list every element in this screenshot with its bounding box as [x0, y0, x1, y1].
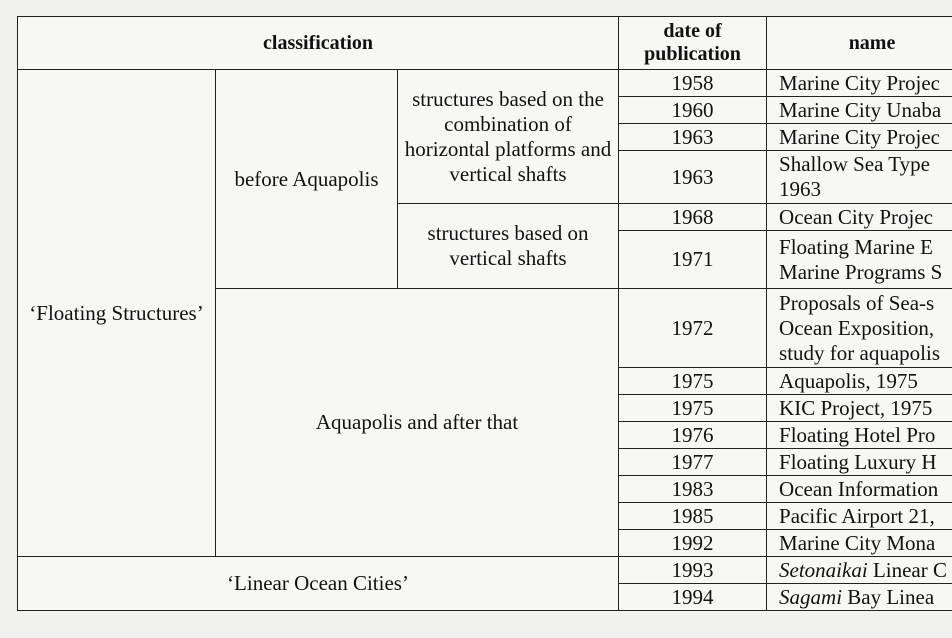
name-cell	[767, 422, 952, 449]
year-cell: 1985	[619, 503, 767, 530]
name-cell	[767, 530, 952, 557]
name-line: Marine City Mona	[779, 530, 936, 555]
name-line: 1963	[779, 177, 822, 201]
name-rest: Linear C	[867, 557, 947, 582]
name-line: KIC Project, 1975	[779, 395, 933, 420]
group-before-aquapolis: before Aquapolis	[216, 70, 398, 289]
year-cell: 1976	[619, 422, 767, 449]
name-cell	[767, 124, 952, 151]
year-cell: 1963	[619, 151, 767, 204]
name-line: Floating Luxury H	[779, 449, 937, 474]
name-line: Marine City Projec	[779, 70, 940, 95]
year-cell: 1993	[619, 557, 767, 584]
name-line: Marine Programs S	[779, 259, 943, 284]
year-cell: 1963	[619, 124, 767, 151]
name-cell	[767, 584, 952, 611]
name-cell	[767, 97, 952, 124]
name-cell	[767, 449, 952, 476]
name-line: Ocean Exposition,	[779, 315, 935, 340]
name-line: Floating Marine E	[779, 234, 934, 259]
year-cell: 1971	[619, 231, 767, 289]
year-cell: 1960	[619, 97, 767, 124]
name-line: Marine City Unaba	[779, 97, 942, 122]
name-cell	[767, 395, 952, 422]
name-line: Marine City Projec	[779, 124, 940, 149]
name-cell	[767, 476, 952, 503]
table-row	[18, 557, 952, 584]
year-cell: 1977	[619, 449, 767, 476]
name-line: Floating Hotel Pro	[779, 422, 936, 447]
year-cell: 1972	[619, 289, 767, 368]
name-line: Pacific Airport 21,	[779, 503, 935, 528]
header-date-of-publication: date of publication	[619, 17, 767, 70]
year-cell: 1968	[619, 204, 767, 231]
name-italic: Sagami	[779, 584, 843, 609]
name-italic: Setonaikai	[779, 557, 868, 582]
header-name: name	[767, 17, 952, 70]
header-classification: classification	[18, 17, 619, 70]
group-horizontal-vertical: structures based on the combination of horizontal platforms and vertical shafts	[398, 70, 619, 204]
year-cell: 1994	[619, 584, 767, 611]
group-aquapolis-and-after: Aquapolis and after that	[216, 289, 619, 557]
name-cell	[767, 204, 952, 231]
name-rest: Bay Linea	[842, 584, 935, 609]
name-line: study for aquapolis	[779, 340, 941, 365]
classification-table	[17, 16, 952, 611]
year-cell: 1975	[619, 395, 767, 422]
year-cell: 1983	[619, 476, 767, 503]
year-cell: 1975	[619, 368, 767, 395]
name-cell	[767, 231, 952, 289]
name-cell	[767, 289, 952, 368]
header-row	[18, 17, 952, 70]
name-line: Ocean Information	[779, 476, 939, 501]
group-linear-ocean-cities: ‘Linear Ocean Cities’	[18, 557, 619, 611]
year-cell: 1992	[619, 530, 767, 557]
name-cell	[767, 557, 952, 584]
name-line: Proposals of Sea-s	[779, 290, 935, 315]
name-line: Ocean City Projec	[779, 204, 933, 229]
name-cell	[767, 503, 952, 530]
name-line: Aquapolis, 1975	[779, 368, 918, 393]
year-cell: 1958	[619, 70, 767, 97]
group-vertical-shafts: structures based on vertical shafts	[398, 204, 619, 289]
name-cell	[767, 70, 952, 97]
name-line: Shallow Sea Type	[779, 152, 930, 176]
name-cell	[767, 151, 952, 204]
group-floating-structures: ‘Floating Structures’	[18, 70, 216, 557]
name-cell	[767, 368, 952, 395]
table-row	[18, 70, 952, 97]
